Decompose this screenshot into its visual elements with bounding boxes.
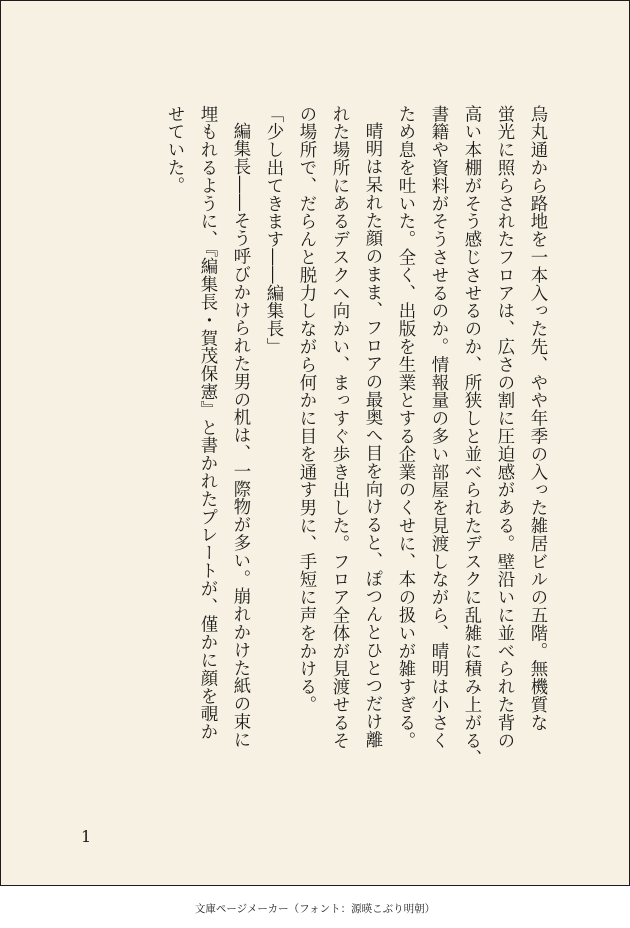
text-line: 烏丸通から路地を一本入った先、やや年季の入った雑居ビルの五階。無機質な <box>527 105 547 732</box>
paragraph <box>157 105 223 805</box>
text-line: 蛍光に照らされたフロアは、広さの割に圧迫感がある。壁沿いに並べられた背の <box>494 105 514 750</box>
footer-credit: 文庫ページメーカー（フォント：源暎こぶり明朝） <box>194 903 436 915</box>
vertical-text-block <box>157 105 553 805</box>
text-line: 書籍や資料がそうさせるのか。情報量の多い部屋を見渡しながら、晴明は小さく <box>428 105 448 750</box>
paragraph <box>289 105 355 805</box>
text-line: 埋もれるように、『編集長・賀茂保憲』と書かれたプレートが、僅かに顔を覗か <box>197 105 217 741</box>
paragraph <box>223 105 256 805</box>
text-line: 高い本棚がそう感じさせるのか、所狭しと並べられたデスクに乱雑に積み上がる、 <box>461 105 481 768</box>
text-line: ため息を吐いた。全く、出版を生業とする企業のくせに、本の扱いが雑すぎる。 <box>395 105 415 750</box>
text-line: せていた。 <box>164 105 184 195</box>
paragraph <box>355 105 388 805</box>
page-number: 1 <box>81 827 92 846</box>
paragraph <box>388 105 553 805</box>
text-line: の場所で、だらんと脱力しながら何かに目を通す男に、手短に声をかける。 <box>296 105 316 714</box>
dialogue-line: 「少し出てきます――編集長」 <box>263 105 283 356</box>
text-line: れた場所にあるデスクへ向かい、まっすぐ歩き出した。フロア全体が見渡せるそ <box>329 105 349 750</box>
dialogue-paragraph <box>256 105 289 805</box>
text-line: 編集長――そう呼びかけられた男の机は、一際物が多い。崩れかけた紙の束に <box>230 122 250 749</box>
text-line: 晴明は呆れた顔のまま、フロアの最奥へ目を向けると、ぽつんとひとつだけ離 <box>362 122 382 749</box>
